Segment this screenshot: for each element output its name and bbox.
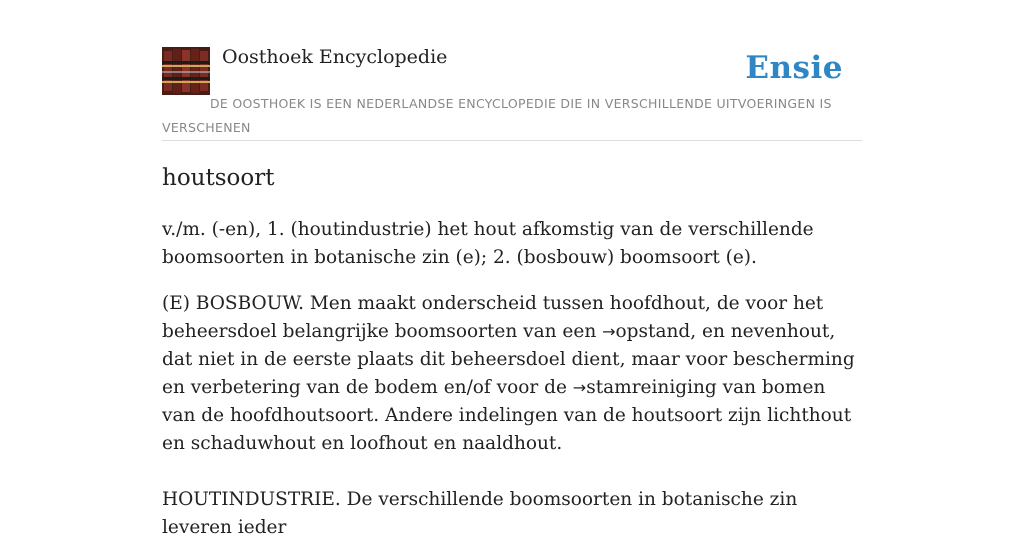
source-description: DE OOSTHOEK IS EEN NEDERLANDSE ENCYCLOPEDIE DIE IN VERSCHILLENDE UITVOERINGEN IS VERSCHENEN: [162, 96, 832, 135]
xref-opstand-link[interactable]: [602, 321, 690, 342]
definition-paragraph: v./m. (-en), 1. (houtindustrie) het hout afkomstig van de verschillende boomsoorten in botanische zin (e); 2. (bosbouw) boomsoort (e).: [162, 219, 814, 268]
bosbouw-text-2: , en nevenhout, dat niet in de eerste plaats dit beheersdoel dient, maar voor bescherming en verbetering van de bodem en/of voor de: [162, 321, 855, 398]
arrow-right-icon: →: [602, 322, 616, 341]
source-avatar[interactable]: [162, 47, 210, 95]
arrow-right-icon: →: [572, 378, 587, 397]
book-spines-icon: [162, 47, 210, 95]
entry-title: houtsoort: [162, 165, 275, 191]
entry-header: [162, 44, 862, 141]
xref-stamreiniging-link[interactable]: [573, 377, 717, 398]
bosbouw-text-1: (E) BOSBOUW. Men maakt onderscheid tussen hoofdhout, de voor het beheersdoel belangrijke boomsoorten van een: [162, 293, 824, 342]
source-name-link[interactable]: Oosthoek Encyclopedie: [222, 46, 448, 68]
bosbouw-text-3: van bomen van de hoofdhoutsoort. Andere indelingen van de houtsoort zijn lichthout en schaduwhout en loofhout en naaldhout.: [162, 377, 852, 454]
bosbouw-paragraph: [162, 290, 862, 458]
article: [162, 160, 862, 542]
houtindustrie-paragraph: HOUTINDUSTRIE. De verschillende boomsoorten in botanische zin leveren ieder: [162, 489, 798, 538]
xref-stamreiniging-label: stamreiniging: [586, 377, 717, 398]
brand-logo[interactable]: Ensie: [745, 50, 843, 86]
xref-opstand-label: opstand: [615, 321, 691, 342]
